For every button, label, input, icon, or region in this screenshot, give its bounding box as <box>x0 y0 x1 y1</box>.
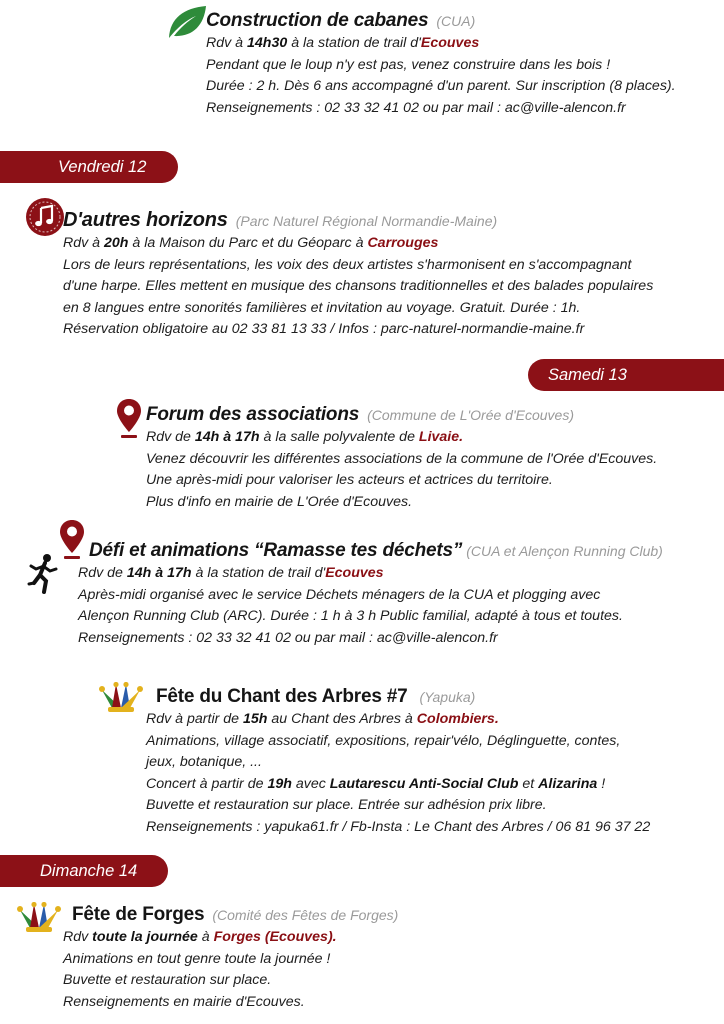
event-rdv: Rdv toute la journée à Forges (Ecouves). <box>63 929 337 945</box>
event-location: Ecouves <box>325 565 384 581</box>
event-description: Pendant que le loup n'y est pas, venez construire dans les bois ! <box>206 56 611 73</box>
music-note-icon <box>25 197 65 237</box>
event-description: Venez découvrir les différentes associations de la commune de l'Orée d'Ecouves. <box>146 450 658 467</box>
runner-icon <box>26 553 60 595</box>
event-description: jeux, botanique, ... <box>146 754 262 771</box>
event-description: Une après-midi pour valoriser les acteurs et actrices du territoire. <box>146 472 553 489</box>
day-label: Samedi 13 <box>548 365 627 384</box>
event-title: D'autres horizons <box>63 209 228 231</box>
event-rdv: Rdv de 14h à 17h à la salle polyvalente de Livaie. <box>146 429 464 445</box>
event-contact: Renseignements : 02 33 32 41 02 ou par mail : ac@ville-alencon.fr <box>78 629 498 646</box>
event-description: Lors de leurs représentations, les voix des deux artistes s'harmonisent en s'accompagnant <box>63 256 632 273</box>
event-contact: Renseignements en mairie d'Ecouves. <box>63 993 305 1010</box>
event-description: Animations, village associatif, expositions, repair'vélo, Déglinguette, contes, <box>146 732 621 749</box>
event-cabanes <box>206 10 676 119</box>
event-description: Après-midi organisé avec le service Déchets ménagers de la CUA et plogging avec <box>78 586 601 603</box>
event-title: Construction de cabanes <box>206 10 429 31</box>
event-contact: Renseignements : 02 33 32 41 02 ou par mail : ac@ville-alencon.fr <box>206 99 626 116</box>
event-title: Fête du Chant des Arbres #7 <box>156 686 408 707</box>
event-rdv: Rdv de 14h à 17h à la station de trail d'Ecouves <box>78 565 384 581</box>
event-organizer: (Yapuka) <box>419 689 476 705</box>
event-chant <box>146 686 650 839</box>
event-organizer: (Commune de L'Orée d'Ecouves) <box>367 407 574 423</box>
day-band-dimanche <box>0 855 168 887</box>
jester-hat-icon <box>98 682 144 714</box>
event-description: Durée : 2 h. Dès 6 ans accompagné d'un parent. Sur inscription (8 places). <box>206 78 676 95</box>
event-horizons <box>63 209 653 341</box>
event-forges <box>63 904 398 1013</box>
map-pin-icon <box>116 398 142 440</box>
event-location: Ecouves <box>269 929 328 945</box>
event-title: Défi et animations “Ramasse tes déchets” <box>89 540 463 561</box>
event-rdv: Rdv à 20h à la Maison du Parc et du Géoparc à Carrouges <box>63 235 439 251</box>
event-contact: Réservation obligatoire au 02 33 81 13 33 / Infos : parc-naturel-normandie-maine.fr <box>63 321 585 338</box>
event-description: Alençon Running Club (ARC). Durée : 1 h à 3 h Public familial, adapté à tous et toutes. <box>78 608 623 625</box>
event-forum <box>146 404 657 513</box>
leaf-icon <box>166 4 208 40</box>
event-location: Ecouves <box>420 35 480 51</box>
event-description: d'une harpe. Elles mettent en musique des chansons traditionnelles et des balades populaires <box>63 278 654 295</box>
event-title: Forum des associations <box>146 404 360 425</box>
event-rdv: Rdv à partir de 15h au Chant des Arbres à Colombiers. <box>146 711 499 727</box>
day-label: Vendredi 12 <box>58 157 147 176</box>
event-description: Buvette et restauration sur place. Entrée sur adhésion prix libre. <box>146 797 547 814</box>
event-description: Animations en tout genre toute la journée ! <box>63 950 331 967</box>
jester-hat-icon <box>16 902 62 934</box>
event-description: Buvette et restauration sur place. <box>63 972 272 989</box>
event-defi <box>78 540 663 649</box>
event-organizer: (CUA et Alençon Running Club) <box>466 543 663 559</box>
event-organizer: (Comité des Fêtes de Forges) <box>212 907 399 923</box>
event-rdv: Rdv à 14h30 à la station de trail d'Ecouves <box>206 35 480 51</box>
day-band-samedi <box>528 359 724 391</box>
event-organizer: (Parc Naturel Régional Normandie-Maine) <box>235 213 498 229</box>
event-description: en 8 langues entre sonorités familières et invitation au voyage. Gratuit. Durée : 1h. <box>63 299 581 316</box>
day-label: Dimanche 14 <box>40 861 138 880</box>
event-contact: Renseignements : yapuka61.fr / Fb-Insta : Le Chant des Arbres / 06 81 96 37 22 <box>146 818 651 835</box>
event-location: Livaie. <box>418 429 464 445</box>
event-concert: Concert à partir de 19h avec Lautarescu Anti-Social Club et Alizarina ! <box>146 775 606 792</box>
day-band-vendredi <box>0 151 178 183</box>
event-contact: Plus d'info en mairie de L'Orée d'Ecouves. <box>146 493 413 510</box>
event-title: Fête de Forges <box>72 904 205 925</box>
event-location: Forges <box>213 929 261 945</box>
event-location: Colombiers. <box>416 711 499 727</box>
event-location: Carrouges <box>367 235 439 251</box>
event-organizer: (CUA) <box>436 13 476 29</box>
